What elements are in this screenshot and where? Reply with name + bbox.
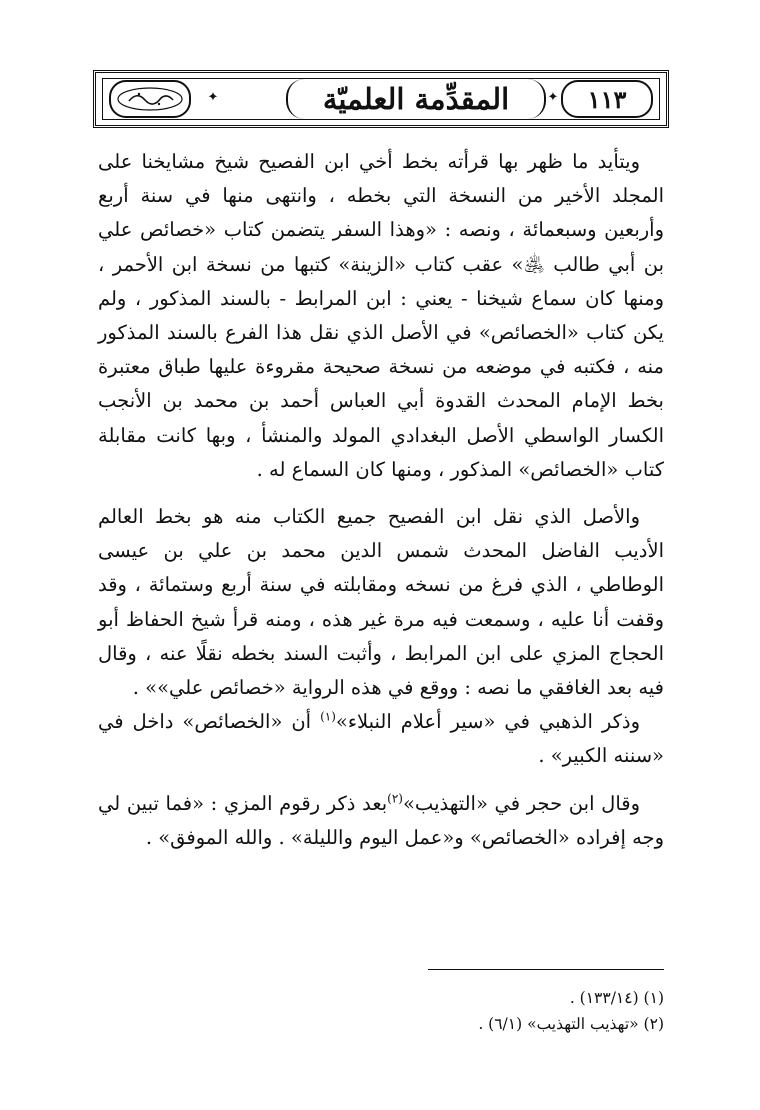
paragraph-3-start: وذكر الذهبي في «سير أعلام النبلاء» xyxy=(335,710,640,734)
paragraph-4-end: بعد ذكر رقوم المزي : «فما تبين لي وجه إفراده «الخصائص» و«عمل اليوم والليلة» . والله الموفق» . xyxy=(98,791,664,849)
page-title: المقدِّمة العلميّة xyxy=(322,82,510,116)
body-text xyxy=(98,145,664,855)
footnotes xyxy=(98,985,664,1037)
footnote-divider xyxy=(428,969,664,970)
paragraph-3-end: أن «الخصائص» داخل في «سننه الكبير» . xyxy=(98,710,664,768)
logo-emblem-icon xyxy=(115,85,185,113)
paragraph-3 xyxy=(98,705,664,773)
page-number: ١١٣ xyxy=(561,80,653,118)
ornament-left-icon: ✦ xyxy=(207,90,219,105)
publisher-logo xyxy=(109,80,191,118)
paragraph-2: والأصل الذي نقل ابن الفصيح جميع الكتاب منه هو بخط العالم الأديب الفاضل المحدث شمس الدين محمد بن علي بن عيسى الوطاطي ، الذي فرغ من نسخه ومقابلته في سنة أربع وستمائة ، وقد وقفت أنا عليه ، وسمعت فيه مرة غير هذه ، ومنه قرأ شيخ الحفاظ أبو الحجاج المزي على ابن المرابط ، وأثبت السند بخطه نقلًا عنه ، وقال فيه بعد الغافقي ما نصه : ووقع في هذه الرواية «خصائص علي»» . xyxy=(98,505,664,700)
footnote-2: (٢) «تهذيب التهذيب» (٦/١) . xyxy=(478,1015,664,1033)
footnote-ref-1[interactable]: (١) xyxy=(320,709,336,724)
ornament-right-icon: ✦ xyxy=(547,90,559,105)
paragraph-1: ويتأيد ما ظهر بها قرأته بخط أخي ابن الفصيح شيخ مشايخنا على المجلد الأخير من النسخة التي بخطه ، وانتهى منها في سنة أربع وأربعين وسبعمائة ، ونصه : «وهذا السفر يتضمن كتاب «خصائص علي بن أبي طالب ﵁» عقب كتاب «الزينة» كتبها من نسخة ابن الأحمر ، ومنها كان سماع شيخنا - يعني : ابن المرابط - بالسند المذكور ، ولم يكن كتاب «الخصائص» في الأصل الذي نقل هذا الفرع بالسند المذكور منه ، فكتبه في موضعه من نسخة صحيحة مقروءة عليها طباق معتبرة بخط الإمام المحدث القدوة أبي العباس أحمد بن محمد بن الأنجب الكسار الواسطي الأصل البغدادي المولد والمنشأ ، وبها كانت مقابلة كتاب «الخصائص» المذكور ، ومنها كان السماع له . xyxy=(98,150,664,481)
page-title-frame xyxy=(286,79,546,119)
footnote-ref-2[interactable]: (٢) xyxy=(387,791,403,806)
paragraph-4-start: وقال ابن حجر في «التهذيب» xyxy=(402,791,640,815)
footnote-1: (١) (١٣٣/١٤) . xyxy=(569,989,664,1007)
paragraph-4 xyxy=(98,787,664,855)
page-header xyxy=(93,70,669,128)
